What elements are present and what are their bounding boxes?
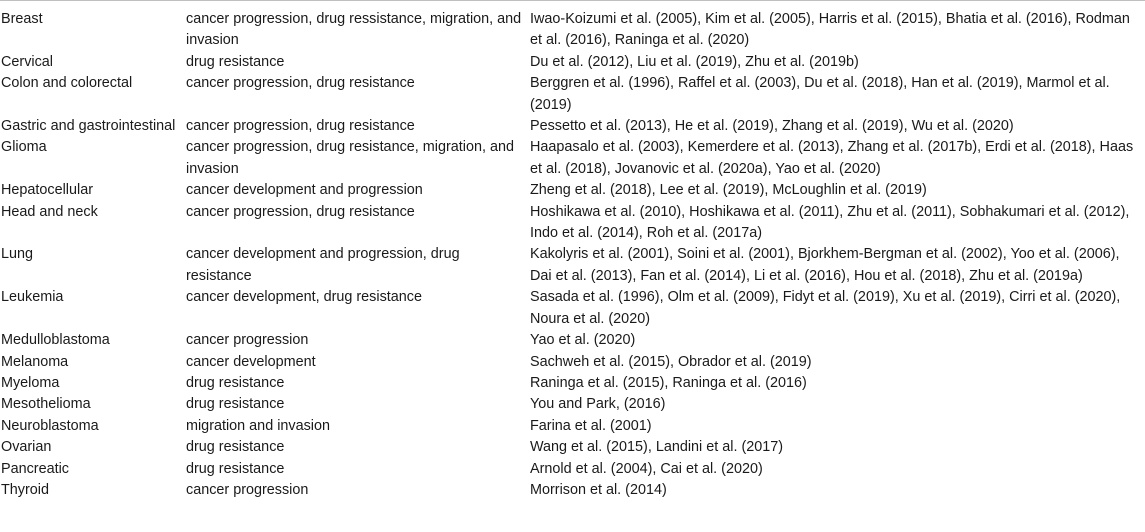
role-cell: drug resistance: [186, 439, 285, 456]
cancer-type-cell: Mesothelioma: [1, 396, 91, 413]
references-cell: Pessetto et al. (2013), He et al. (2019), Zhang et al. (2019), Wu et al. (2020): [530, 118, 1014, 135]
cancer-type-cell: Colon and colorectal: [1, 75, 133, 92]
cancer-type-cell: Head and neck: [1, 203, 98, 220]
table-row: [0, 180, 1145, 201]
role-cell: cancer progression, drug resistance, migration, and invasion: [186, 139, 514, 177]
table-row: [0, 137, 1145, 180]
role-cell: cancer progression: [186, 481, 309, 498]
role-cell: cancer development: [186, 353, 316, 370]
role-cell: drug resistance: [186, 396, 285, 413]
role-cell: cancer development, drug resistance: [186, 289, 422, 306]
cancer-type-cell: Pancreatic: [1, 460, 69, 477]
cancer-type-cell: Lung: [1, 246, 34, 263]
cancer-type-cell: Glioma: [1, 139, 47, 156]
references-cell: Sasada et al. (1996), Olm et al. (2009), Fidyt et al. (2019), Xu et al. (2019), Cirri et al. (2020), Noura et al. (2020): [530, 289, 1121, 327]
table-row: [0, 0, 1145, 52]
table-row: [0, 459, 1145, 480]
cancer-type-cell: Ovarian: [1, 439, 52, 456]
references-cell: Farina et al. (2001): [530, 417, 652, 434]
table-row: [0, 52, 1145, 73]
cancer-type-cell: Breast: [1, 11, 43, 27]
references-cell: Du et al. (2012), Liu et al. (2019), Zhu et al. (2019b): [530, 53, 859, 70]
table-row: [0, 330, 1145, 351]
references-cell: Yao et al. (2020): [530, 332, 636, 349]
references-cell: Raninga et al. (2015), Raninga et al. (2016): [530, 374, 807, 391]
references-cell: Zheng et al. (2018), Lee et al. (2019), McLoughlin et al. (2019): [530, 182, 927, 199]
table-row: [0, 373, 1145, 394]
cancer-type-cell: Thyroid: [1, 481, 49, 498]
table-row: [0, 116, 1145, 137]
references-cell: Arnold et al. (2004), Cai et al. (2020): [530, 460, 763, 477]
table-row: [0, 416, 1145, 437]
references-cell: Wang et al. (2015), Landini et al. (2017): [530, 439, 784, 456]
references-cell: Haapasalo et al. (2003), Kemerdere et al. (2013), Zhang et al. (2017b), Erdi et al. (2018), Haas et al. (2018), Jovanovic et al. (2020a), Yao et al. (2020): [530, 139, 1134, 177]
table-row: [0, 437, 1145, 458]
references-cell: Berggren et al. (1996), Raffel et al. (2003), Du et al. (2018), Han et al. (2019), Marmol et al. (2019): [530, 75, 1110, 113]
role-cell: drug resistance: [186, 374, 285, 391]
cancer-type-cell: Melanoma: [1, 353, 69, 370]
references-cell: You and Park, (2016): [530, 396, 666, 413]
cancer-type-cell: Myeloma: [1, 374, 60, 391]
cancer-type-cell: Cervical: [1, 53, 53, 70]
cancer-type-cell: Hepatocellular: [1, 182, 93, 199]
cancer-type-cell: Neuroblastoma: [1, 417, 99, 434]
references-cell: Hoshikawa et al. (2010), Hoshikawa et al. (2011), Zhu et al. (2011), Sobhakumari et al. (2012), Indo et al. (2014), Roh et al. (2017a): [530, 203, 1130, 242]
references-cell: Iwao-Koizumi et al. (2005), Kim et al. (2005), Harris et al. (2015), Bhatia et al. (2016), Rodman et al. (2016), Raninga et al. (2020): [530, 11, 1130, 49]
cancer-type-cell: Gastric and gastrointestinal: [1, 118, 176, 135]
role-cell: cancer progression, drug resistance: [186, 203, 415, 220]
table-row: [0, 202, 1145, 245]
role-cell: drug resistance: [186, 53, 285, 70]
role-cell: cancer development and progression, drug resistance: [186, 246, 460, 284]
table-row: [0, 287, 1145, 330]
cancer-type-cell: Medulloblastoma: [1, 332, 110, 349]
role-cell: cancer progression, drug resistance: [186, 75, 415, 92]
role-cell: cancer progression, drug ressistance, migration, and invasion: [186, 11, 522, 49]
cancer-type-cell: Leukemia: [1, 289, 64, 306]
table-row: [0, 480, 1145, 501]
references-cell: Morrison et al. (2014): [530, 481, 667, 498]
table-row: [0, 73, 1145, 116]
table-row: [0, 244, 1145, 287]
references-cell: Kakolyris et al. (2001), Soini et al. (2001), Bjorkhem-Bergman et al. (2002), Yoo et al. (2006), Dai et al. (2013), Fan et al. (2014), Li et al. (2016), Hou et al. (2018), Zhu et al. (2019a): [530, 246, 1120, 284]
table-row: [0, 394, 1145, 415]
role-cell: migration and invasion: [186, 417, 330, 434]
role-cell: cancer development and progression: [186, 182, 423, 199]
role-cell: cancer progression: [186, 332, 309, 349]
role-cell: drug resistance: [186, 460, 285, 477]
role-cell: cancer progression, drug resistance: [186, 118, 415, 135]
table-row: [0, 352, 1145, 373]
references-cell: Sachweh et al. (2015), Obrador et al. (2019): [530, 353, 812, 370]
